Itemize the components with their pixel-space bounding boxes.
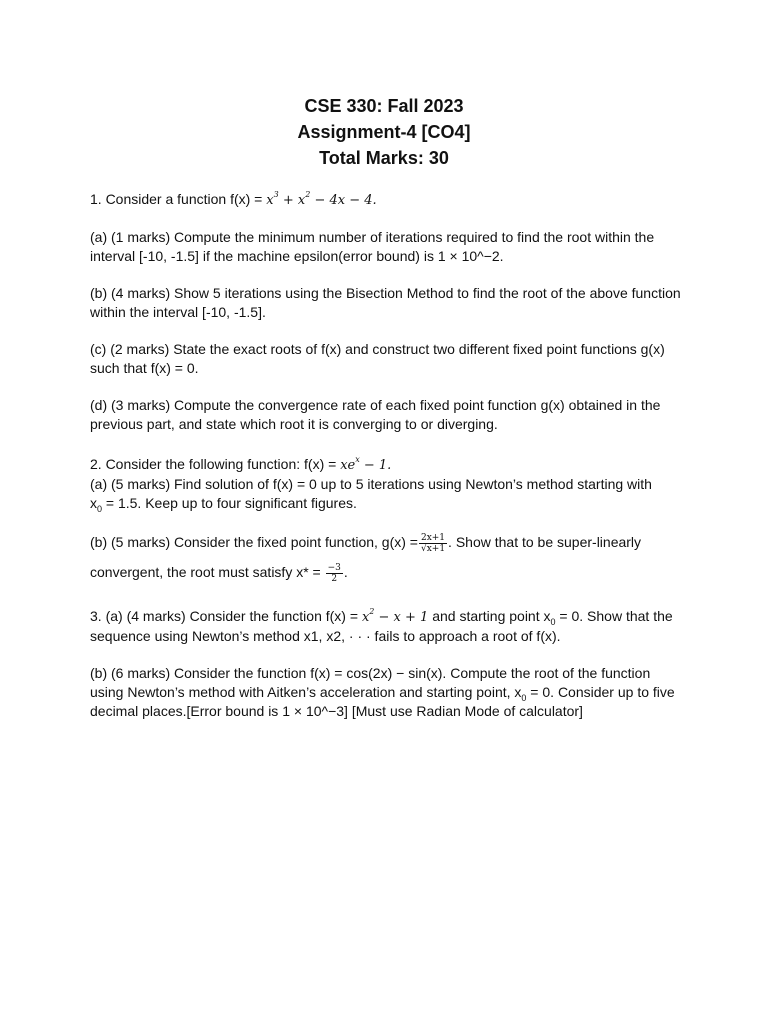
q2-part-b: (b) (5 marks) Consider the fixed point function, g(x) = $\frac{2x+1}{√x+1}$ . Show that to be super-linearly convergent, the root must satisfy x* = $\frac{-3}{2}$ .: [90, 532, 642, 584]
fraction-root: $\frac{-3}{2}$: [327, 562, 341, 584]
q1-part-c: (c) (2 marks) State the exact roots of f(x) and construct two different fixed point functions g(x) such that f(x) = 0.: [90, 341, 665, 376]
total-marks: Total Marks: 30: [319, 148, 449, 168]
q1-part-b: (b) (4 marks) Show 5 iterations using the Bisection Method to find the root of the above function within the interval [-10, -1.5].: [90, 285, 681, 320]
assignment-body: [90, 190, 690, 721]
course-title: CSE 330: Fall 2023: [304, 96, 464, 116]
q1-part-d: (d) (3 marks) Compute the convergence rate of each fixed point function g(x) obtained in the previous part, and state which root it is converging to or diverging.: [90, 397, 661, 432]
q2-part-a: (a) (5 marks) Find solution of f(x) = 0 up to 5 iterations using Newton’s method starting with $x_0 = 1.5$. Keep up to four significant figures.: [90, 476, 652, 514]
document-header: [0, 93, 768, 171]
assignment-title: Assignment-4 [CO4]: [297, 122, 471, 142]
q3-formula: $x^2 - x + 1$: [361, 606, 429, 625]
q1-formula: $x^3 + x^2 - 4x - 4$.: [266, 189, 377, 208]
fraction-gx: $\frac{2x+1}{√x+1}$: [420, 532, 446, 554]
q3-part-b: (b) (6 marks) Consider the function f(x) = cos(2x) − sin(x). Compute the root of the function using Newton’s method with Aitken’s acceleration and starting point, $x_0 = 0$. Consider up to five decimal places.[Error bound is 1 × 10^−3] [Must use Radian Mode of calculator]: [90, 665, 675, 719]
q2-intro: 2. Consider the following function: $f(x) = xe^x - 1$.: [90, 454, 392, 473]
q2-formula: $xe^x - 1$.: [340, 454, 392, 473]
q1-part-a: (a) (1 marks) Compute the minimum number of iterations required to find the root within the interval [-10, -1.5] if the machine epsilon(error bound) is 1 × 10^−2.: [90, 229, 655, 264]
q1-intro: 1. Consider a function $f(x) = x^3 + x^2 - 4x - 4$.: [90, 189, 377, 208]
q3-part-a: 3. (a) (4 marks) Consider the function $f(x) = x^2 - x + 1$ and starting point $x_0 = 0$. Show that the sequence using Newton’s method x1, x2, · · · fails to approach a root of f(x).: [90, 606, 673, 644]
